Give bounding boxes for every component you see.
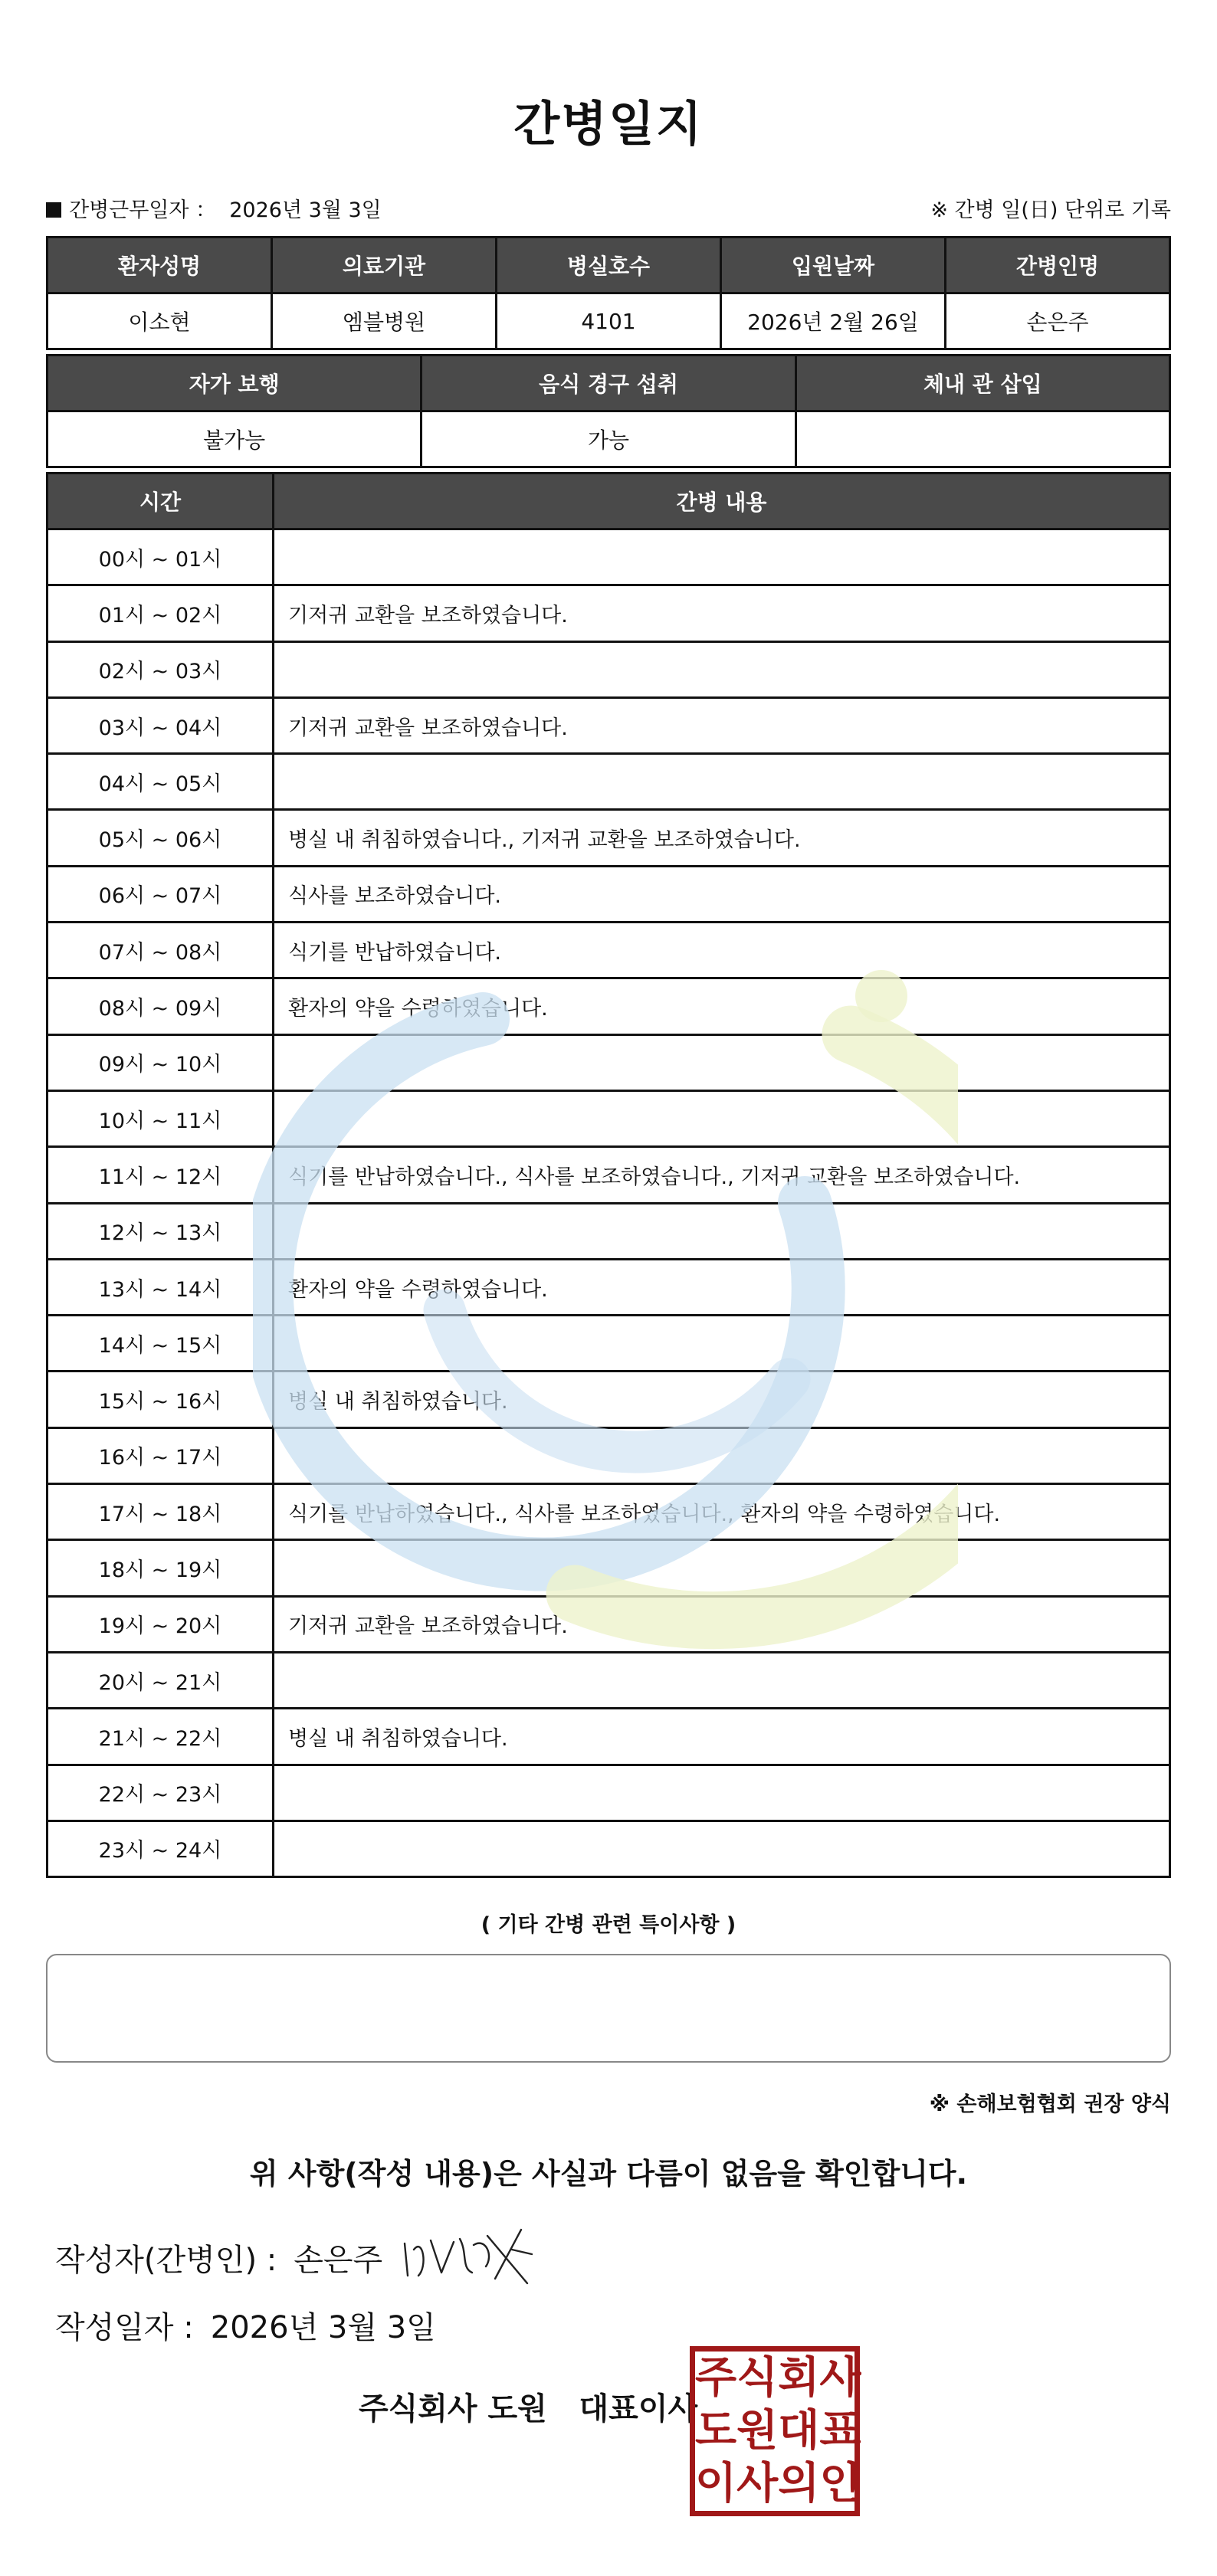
room-number: 4101 [497, 293, 721, 349]
care-log-table [46, 472, 1171, 1878]
care-log-row [48, 1484, 1170, 1540]
care-content-cell: 식기를 반납하였습니다. [274, 923, 1170, 978]
care-log-row [48, 1427, 1170, 1483]
care-log-row [48, 641, 1170, 697]
seal-character: 식 [736, 2352, 779, 2403]
care-time-cell: 16시 ~ 17시 [48, 1427, 274, 1483]
company-seal-stamp [690, 2346, 860, 2516]
seal-character: 의 [778, 2459, 820, 2509]
date-label: 작성일자 : [55, 2310, 194, 2345]
seal-character: 회 [778, 2352, 820, 2403]
company-representative: 주식회사 도원 대표이사 [359, 2391, 698, 2427]
seal-character: 원 [736, 2405, 779, 2456]
hospital-name: 엠블병원 [272, 293, 497, 349]
care-content-cell [274, 1034, 1170, 1090]
care-content-cell: 환자의 약을 수령하였습니다. [274, 1259, 1170, 1315]
care-log-row [48, 1540, 1170, 1596]
header-admission-date: 입원날짜 [721, 238, 946, 293]
care-time-cell: 04시 ~ 05시 [48, 754, 274, 810]
work-date [46, 193, 382, 223]
care-time-cell: 17시 ~ 18시 [48, 1484, 274, 1540]
seal-character: 도 [695, 2405, 737, 2456]
work-date-label: 간병근무일자 ： [69, 198, 217, 222]
care-log-row [48, 697, 1170, 753]
handwritten-signature-icon [397, 2222, 535, 2291]
care-content-cell: 병실 내 취침하였습니다. [274, 1709, 1170, 1765]
care-time-cell: 08시 ~ 09시 [48, 978, 274, 1034]
care-time-cell: 15시 ~ 16시 [48, 1372, 274, 1427]
admission-date: 2026년 2월 26일 [721, 293, 946, 349]
care-time-cell: 14시 ~ 15시 [48, 1316, 274, 1372]
care-time-cell: 01시 ~ 02시 [48, 585, 274, 641]
care-log-row [48, 1652, 1170, 1708]
care-log-row [48, 1765, 1170, 1821]
care-time-cell: 18시 ~ 19시 [48, 1540, 274, 1596]
care-content-cell [274, 1427, 1170, 1483]
self-walking-value: 불가능 [48, 411, 422, 467]
document-title: 간병일지 [513, 96, 704, 152]
care-log-row [48, 585, 1170, 641]
author-name: 손은주 [294, 2243, 383, 2278]
care-time-cell: 03시 ~ 04시 [48, 697, 274, 753]
care-log-header-row [48, 474, 1170, 529]
care-time-cell: 11시 ~ 12시 [48, 1147, 274, 1203]
care-content-cell: 기저귀 교환을 보조하였습니다. [274, 1596, 1170, 1652]
care-time-cell: 21시 ~ 22시 [48, 1709, 274, 1765]
seal-character: 대 [778, 2405, 820, 2456]
square-bullet-icon [46, 202, 61, 218]
seal-character: 인 [819, 2459, 861, 2509]
header-tube-insertion: 체내 관 삽입 [795, 356, 1169, 411]
care-content-cell: 병실 내 취침하였습니다. [274, 1372, 1170, 1427]
extra-notes-title: ( 기타 간병 관련 특이사항 ) [481, 1913, 736, 1937]
care-time-cell: 22시 ~ 23시 [48, 1765, 274, 1821]
care-content-cell [274, 1203, 1170, 1259]
seal-character: 사 [819, 2352, 861, 2403]
care-log-row [48, 866, 1170, 922]
care-content-cell [274, 1821, 1170, 1876]
care-time-cell: 23시 ~ 24시 [48, 1821, 274, 1876]
patient-info-table [46, 236, 1171, 350]
care-content-cell [274, 1316, 1170, 1372]
care-content-cell [274, 754, 1170, 810]
care-log-row [48, 1709, 1170, 1765]
care-content-cell: 기저귀 교환을 보조하였습니다. [274, 585, 1170, 641]
care-content-cell [274, 1540, 1170, 1596]
care-log-row [48, 1034, 1170, 1090]
meta-row [46, 193, 1171, 224]
tube-insertion-value [795, 411, 1169, 467]
care-content-cell [274, 1090, 1170, 1146]
care-log-row [48, 1259, 1170, 1315]
care-time-cell: 19시 ~ 20시 [48, 1596, 274, 1652]
seal-character: 주 [695, 2352, 737, 2403]
care-time-cell: 13시 ~ 14시 [48, 1259, 274, 1315]
status-value-row [48, 411, 1170, 467]
care-log-row [48, 810, 1170, 866]
confirmation-statement: 위 사항(작성 내용)은 사실과 다름이 없음을 확인합니다. [249, 2157, 968, 2191]
header-hospital: 의료기관 [272, 238, 497, 293]
care-time-cell: 06시 ~ 07시 [48, 866, 274, 922]
care-content-cell: 식사를 보조하였습니다. [274, 866, 1170, 922]
care-content-cell: 기저귀 교환을 보조하였습니다. [274, 697, 1170, 753]
seal-character: 이 [695, 2459, 737, 2509]
care-log-row [48, 1316, 1170, 1372]
care-log-row [48, 978, 1170, 1034]
care-time-cell: 12시 ~ 13시 [48, 1203, 274, 1259]
care-time-cell: 20시 ~ 21시 [48, 1652, 274, 1708]
care-log-row [48, 1372, 1170, 1427]
care-content-cell: 환자의 약을 수령하였습니다. [274, 978, 1170, 1034]
care-content-cell [274, 641, 1170, 697]
status-header-row [48, 356, 1170, 411]
work-date-value: 2026년 3월 3일 [229, 198, 382, 222]
oral-intake-value: 가능 [422, 411, 795, 467]
care-log-row [48, 1203, 1170, 1259]
header-care-content: 간병 내용 [274, 474, 1170, 529]
header-room: 병실호수 [497, 238, 721, 293]
care-time-cell: 07시 ~ 08시 [48, 923, 274, 978]
record-note: ※ 간병 일(日) 단위로 기록 [930, 198, 1171, 222]
care-time-cell: 00시 ~ 01시 [48, 529, 274, 585]
patient-value-row [48, 293, 1170, 349]
caregiver-name: 손은주 [946, 293, 1170, 349]
author-label: 작성자(간병인) : [55, 2243, 277, 2278]
care-content-cell: 식기를 반납하였습니다., 식사를 보조하였습니다., 기저귀 교환을 보조하였습니다. [274, 1147, 1170, 1203]
seal-character: 사 [736, 2459, 779, 2509]
care-content-cell: 식기를 반납하였습니다., 식사를 보조하였습니다., 환자의 약을 수령하였습니다. [274, 1484, 1170, 1540]
care-time-cell: 09시 ~ 10시 [48, 1034, 274, 1090]
header-oral-intake: 음식 경구 섭취 [422, 356, 795, 411]
care-time-cell: 10시 ~ 11시 [48, 1090, 274, 1146]
author-line [55, 2236, 382, 2279]
care-log-row [48, 754, 1170, 810]
care-log-row [48, 529, 1170, 585]
written-date-line [55, 2303, 436, 2347]
care-content-cell: 병실 내 취침하였습니다., 기저귀 교환을 보조하였습니다. [274, 810, 1170, 866]
patient-status-table [46, 354, 1171, 468]
patient-name: 이소현 [48, 293, 272, 349]
extra-notes-box [46, 1954, 1171, 2063]
seal-character: 표 [819, 2405, 861, 2456]
care-log-row [48, 923, 1170, 978]
care-content-cell [274, 1652, 1170, 1708]
care-content-cell [274, 1765, 1170, 1821]
care-time-cell: 02시 ~ 03시 [48, 641, 274, 697]
care-content-cell [274, 529, 1170, 585]
date-value: 2026년 3월 3일 [210, 2310, 436, 2345]
care-log-row [48, 1821, 1170, 1876]
header-time: 시간 [48, 474, 274, 529]
care-log-row [48, 1596, 1170, 1652]
care-time-cell: 05시 ~ 06시 [48, 810, 274, 866]
header-patient-name: 환자성명 [48, 238, 272, 293]
care-log-row [48, 1147, 1170, 1203]
header-self-walking: 자가 보행 [48, 356, 422, 411]
recommendation-note: ※ 손해보험협회 권장 양식 [929, 2093, 1171, 2116]
patient-header-row [48, 238, 1170, 293]
header-caregiver: 간병인명 [946, 238, 1170, 293]
care-log-row [48, 1090, 1170, 1146]
